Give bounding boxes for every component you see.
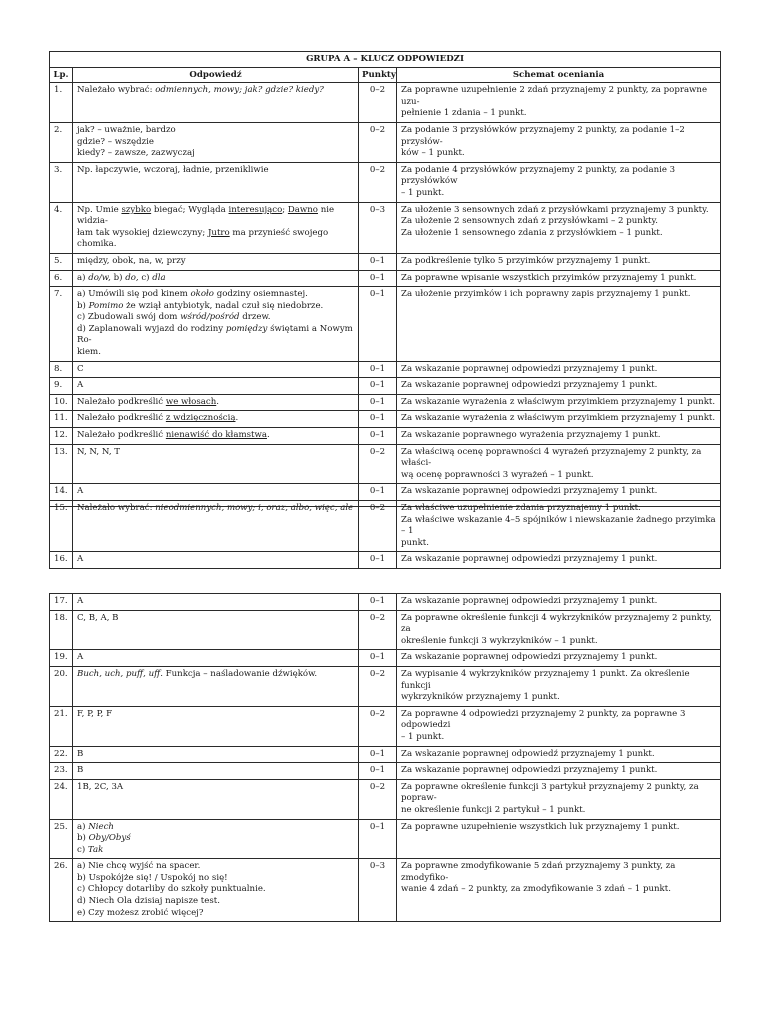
row-scheme: [397, 819, 721, 859]
row-scheme: [397, 378, 721, 395]
scheme-line: Za wskazanie poprawnej odpowiedzi przyznajemy 1 punkt.: [401, 765, 658, 776]
table-row: [50, 122, 721, 162]
answer-line: [77, 596, 354, 608]
table-row: [50, 83, 721, 123]
table-row: [50, 594, 721, 611]
answer-text: b): [77, 833, 89, 844]
scheme-line: Za ułożenie 1 sensownego zdania z przysłówkiem – 1 punkt.: [401, 227, 663, 238]
answer-line: [77, 782, 354, 794]
answer-line: [77, 908, 354, 920]
answer-line: [77, 822, 354, 834]
answer-line: [77, 669, 354, 681]
table-row: [50, 610, 721, 650]
row-number: 5.: [50, 253, 73, 270]
answer-text: A: [77, 652, 84, 663]
answer-text: c) Chłopcy dotarliby do szkoły punktualnie.: [77, 884, 266, 895]
scheme-line: Za ułożenie 3 sensownych zdań z przysłówkami przyznajemy 3 punkty.: [401, 204, 709, 215]
scheme-line: – 1 punkt.: [401, 187, 445, 198]
row-points: 0–2: [359, 610, 397, 650]
answer-text: 1B, 2C, 3A: [77, 781, 124, 792]
row-scheme: [397, 859, 721, 922]
answer-text: b): [110, 272, 126, 283]
table-body-top: [50, 83, 721, 569]
row-number: 12.: [50, 428, 73, 445]
scheme-line: Za wskazanie poprawnej odpowiedź przyznajemy 1 punkt.: [401, 748, 655, 759]
row-points: 0–1: [359, 270, 397, 287]
answer-text: a) Umówili się pod kinem: [77, 289, 191, 300]
table-row: [50, 378, 721, 395]
table-row: [50, 819, 721, 859]
table-row: [50, 706, 721, 746]
answer-text: d) Niech Ola dzisiaj napisze test.: [77, 896, 220, 907]
scheme-line: pełnienie 1 zdania – 1 punkt.: [401, 108, 527, 119]
answer-line: [77, 125, 354, 137]
row-scheme: [397, 361, 721, 378]
scheme-line: Za ułożenie 2 sensownych zdań z przysłówkami – 2 punkty.: [401, 216, 658, 227]
table-row: [50, 666, 721, 706]
header-lp: Lp.: [50, 67, 73, 83]
answer-text: .: [216, 396, 219, 407]
answer-text: C, B, A, B: [77, 612, 119, 623]
scheme-line: Za podanie 4 przysłówków przyznajemy 2 punkty, za podanie 3 przysłówków: [401, 164, 676, 187]
row-scheme: [397, 162, 721, 202]
answer-line: [77, 845, 354, 857]
scheme-line: Za poprawne określenie funkcji 4 wykrzykników przyznajemy 2 punkty, za: [401, 612, 712, 635]
row-scheme: [397, 706, 721, 746]
row-scheme: [397, 610, 721, 650]
row-number: 23.: [50, 763, 73, 780]
italic-text: dla: [152, 272, 166, 283]
italic-text: nieodmiennych, mowy; i, oraz, albo, więc, ale: [155, 503, 354, 513]
answer-text: Funkcja – naśladowanie dźwięków.: [162, 668, 318, 679]
answer-line: [77, 709, 354, 721]
row-answer: [73, 666, 359, 706]
scheme-line: Za podkreślenie tylko 5 przyimków przyznajemy 1 punkt.: [401, 255, 651, 266]
row-number: 22.: [50, 746, 73, 763]
row-number: 13.: [50, 444, 73, 484]
answer-text: A: [77, 554, 84, 565]
row-scheme: [397, 394, 721, 411]
answer-line: [77, 273, 354, 285]
row-scheme: [397, 253, 721, 270]
scheme-line: Za ułożenie przyimków i ich poprawny zapis przyznajemy 1 punkt.: [401, 289, 691, 300]
row-number: 17.: [50, 594, 73, 611]
answer-line: [77, 228, 354, 251]
row-points: 0–2: [359, 122, 397, 162]
row-answer: [73, 706, 359, 746]
row-points: 0–1: [359, 746, 397, 763]
scheme-line: Za wskazanie poprawnej odpowiedzi przyznajemy 1 punkt.: [401, 486, 658, 497]
table-row: [50, 428, 721, 445]
row-scheme: [397, 746, 721, 763]
answer-text: a): [77, 272, 89, 283]
row-points: 0–1: [359, 819, 397, 859]
answer-text: c): [138, 272, 153, 283]
row-number: 14.: [50, 484, 73, 501]
answer-text: .: [266, 430, 270, 441]
answer-line: [77, 884, 354, 896]
row-points: 0–1: [359, 650, 397, 667]
answer-key-table-bottom: [49, 593, 721, 922]
row-answer: [73, 650, 359, 667]
table-row: [50, 779, 721, 819]
italic-text: pomiędzy: [225, 323, 268, 334]
row-points: 0–2: [359, 501, 397, 552]
table-row: [50, 411, 721, 428]
row-number: 21.: [50, 706, 73, 746]
row-answer: [73, 819, 359, 859]
answer-text: biegać; Wygląda: [151, 204, 229, 215]
answer-text: c) Zbudowali swój dom: [77, 312, 181, 323]
answer-text: Należało podkreślić: [77, 396, 166, 407]
row-scheme: [397, 552, 721, 569]
row-answer: [73, 763, 359, 780]
answer-text: Należało wybrać:: [77, 503, 156, 513]
row-points: 0–1: [359, 484, 397, 501]
italic-text: około: [190, 289, 214, 300]
table-title: GRUPA A – KLUCZ ODPOWIEDZI: [50, 52, 721, 68]
row-scheme: [397, 411, 721, 428]
answer-line: [77, 301, 354, 313]
row-number: 3.: [50, 162, 73, 202]
answer-text: Należało wybrać:: [77, 85, 156, 96]
header-points: Punkty: [359, 67, 397, 83]
answer-text: C: [77, 363, 84, 374]
italic-text: Niech: [88, 821, 114, 832]
row-number: 25.: [50, 819, 73, 859]
scheme-line: Za poprawne zmodyfikowanie 5 zdań przyznajemy 3 punkty, za zmodyfiko-: [401, 861, 676, 883]
row-answer: [73, 361, 359, 378]
row-points: 0–1: [359, 394, 397, 411]
answer-line: [77, 289, 354, 301]
answer-text: łam tak wysokiej dziewczyny;: [77, 227, 208, 238]
scheme-line: wą ocenę poprawności 3 wyrażeń – 1 punkt.: [401, 469, 594, 480]
row-number: 20.: [50, 666, 73, 706]
scheme-line: Za poprawne 4 odpowiedzi przyznajemy 2 punkty, za poprawne 3 odpowiedzi: [401, 708, 686, 731]
answer-line: [77, 652, 354, 664]
row-scheme: [397, 763, 721, 780]
italic-text: wśród/pośród: [180, 312, 240, 323]
italic-text: Oby/Obyś: [88, 833, 131, 844]
row-answer: [73, 746, 359, 763]
row-points: 0–2: [359, 779, 397, 819]
answer-line: [77, 256, 354, 268]
scheme-line: Za wskazanie wyrażenia z właściwym przyimkiem przyznajemy 1 punkt.: [401, 413, 716, 424]
italic-text: Tak: [87, 844, 104, 855]
scheme-line: Za wskazanie wyrażenia z właściwym przyimkiem przyznajemy 1 punkt.: [401, 396, 716, 407]
scheme-line: Za właściwe wskazanie 4–5 spójników i niewskazanie żadnego przyimka – 1: [401, 514, 716, 537]
answer-text: Należało podkreślić: [77, 430, 166, 441]
answer-text: kiedy? – zawsze, zazwyczaj: [77, 148, 195, 159]
italic-text: do,: [125, 272, 139, 283]
row-answer: [73, 610, 359, 650]
answer-line: [77, 397, 354, 409]
row-answer: [73, 859, 359, 922]
row-points: 0–3: [359, 202, 397, 253]
row-number: 24.: [50, 779, 73, 819]
answer-text: d) Zaplanowali wyjazd do rodziny: [77, 323, 226, 334]
answer-line: [77, 873, 354, 885]
answer-text: b): [77, 300, 89, 311]
table-row: [50, 394, 721, 411]
answer-line: [77, 861, 354, 873]
italic-text: odmiennych, mowy; jak? gdzie? kiedy?: [155, 85, 324, 96]
row-scheme: [397, 444, 721, 484]
row-points: 0–2: [359, 162, 397, 202]
scheme-line: Za wskazanie poprawnej odpowiedzi przyznajemy 1 punkt.: [401, 652, 658, 663]
scheme-line: Za poprawne określenie funkcji 3 partykuł przyznajemy 2 punkty, za popraw-: [401, 781, 699, 804]
scheme-line: Za wskazanie poprawnej odpowiedzi przyznajemy 1 punkt.: [401, 554, 658, 565]
answer-line: [77, 749, 354, 761]
italic-text: Pomimo: [88, 300, 124, 311]
answer-text: c): [77, 844, 88, 855]
underlined-text: szybko: [121, 204, 152, 215]
answer-line: [77, 380, 354, 392]
answer-text: N, N, N, T: [77, 446, 121, 457]
underlined-text: Jutro: [207, 227, 230, 238]
answer-text: że wziął antybiotyk, nadal czuł się niedobrze.: [123, 300, 324, 311]
row-number: 11.: [50, 411, 73, 428]
row-answer: [73, 202, 359, 253]
row-points: 0–1: [359, 411, 397, 428]
table-row: [50, 162, 721, 202]
row-number: 9.: [50, 378, 73, 395]
row-answer: [73, 411, 359, 428]
underlined-text: interesująco: [228, 204, 283, 215]
scheme-line: ków – 1 punkt.: [401, 148, 465, 159]
underlined-text: Dawno: [287, 204, 318, 215]
answer-text: kiem.: [77, 347, 101, 358]
answer-text: .: [235, 413, 239, 424]
answer-text: A: [77, 596, 84, 606]
row-scheme: [397, 83, 721, 123]
scheme-line: ne określenie funkcji 2 partykuł – 1 punkt.: [401, 804, 586, 815]
scheme-line: Za podanie 3 przysłówków przyznajemy 2 punkty, za podanie 1–2 przysłów-: [401, 124, 685, 147]
row-scheme: [397, 428, 721, 445]
answer-line: [77, 554, 354, 566]
table-row: [50, 444, 721, 484]
row-answer: [73, 594, 359, 611]
answer-text: A: [77, 486, 84, 497]
answer-line: [77, 85, 354, 97]
row-number: 4.: [50, 202, 73, 253]
row-scheme: [397, 287, 721, 362]
scheme-line: Za wskazanie poprawnej odpowiedzi przyznajemy 1 punkt.: [401, 596, 658, 606]
answer-line: [77, 137, 354, 149]
scheme-line: Za poprawne wpisanie wszystkich przyimków przyznajemy 1 punkt.: [401, 272, 697, 283]
answer-line: [77, 833, 354, 845]
answer-text: jak? – uważnie, bardzo: [77, 124, 176, 135]
answer-line: [77, 896, 354, 908]
answer-text: Np. Umie: [77, 204, 122, 215]
row-scheme: [397, 650, 721, 667]
answer-text: świętami a Nowym Ro-: [77, 323, 353, 346]
row-points: 0–2: [359, 444, 397, 484]
row-answer: [73, 162, 359, 202]
scheme-line: – 1 punkt.: [401, 731, 445, 742]
scheme-line: Za poprawne uzupełnienie 2 zdań przyznajemy 2 punkty, za poprawne uzu-: [401, 85, 708, 107]
table-row: [50, 287, 721, 362]
answer-line: [77, 165, 354, 177]
row-number: 7.: [50, 287, 73, 362]
row-answer: [73, 501, 359, 552]
row-points: 0–1: [359, 594, 397, 611]
row-scheme: [397, 484, 721, 501]
answer-line: [77, 613, 354, 625]
row-answer: [73, 378, 359, 395]
row-answer: [73, 444, 359, 484]
answer-line: [77, 312, 354, 324]
answer-text: e) Czy możesz zrobić więcej?: [77, 907, 204, 918]
scheme-line: Za wskazanie poprawnej odpowiedzi przyznajemy 1 punkt.: [401, 380, 658, 391]
row-points: 0–1: [359, 763, 397, 780]
scheme-line: wykrzykników przyznajemy 1 punkt.: [401, 692, 560, 703]
answer-line: [77, 324, 354, 347]
row-points: 0–1: [359, 287, 397, 362]
row-answer: [73, 484, 359, 501]
row-scheme: [397, 779, 721, 819]
row-points: 0–2: [359, 706, 397, 746]
row-number: 2.: [50, 122, 73, 162]
answer-line: [77, 413, 354, 425]
table-row: [50, 650, 721, 667]
answer-line: [77, 503, 354, 515]
answer-text: między, obok, na, w, przy: [77, 255, 186, 266]
table-row: [50, 484, 721, 501]
row-number: 26.: [50, 859, 73, 922]
row-number: 1.: [50, 83, 73, 123]
answer-text: ma przynieść swojego chomika.: [77, 227, 329, 250]
row-number: 19.: [50, 650, 73, 667]
scheme-line: Za poprawne uzupełnienie wszystkich luk przyznajemy 1 punkt.: [401, 821, 680, 832]
row-points: 0–1: [359, 552, 397, 569]
answer-text: Należało podkreślić: [77, 413, 166, 424]
table-row: [50, 746, 721, 763]
row-points: 0–1: [359, 253, 397, 270]
underlined-text: we włosach: [165, 396, 217, 407]
italic-text: Buch, uch, puff, uff.: [77, 668, 163, 679]
row-number: 8.: [50, 361, 73, 378]
row-answer: [73, 287, 359, 362]
row-number: 15.: [50, 501, 73, 552]
row-answer: [73, 394, 359, 411]
table-row: [50, 552, 721, 569]
row-scheme: [397, 270, 721, 287]
scheme-line: Za wypisanie 4 wykrzykników przyznajemy 1 punkt. Za określenie funkcji: [401, 668, 690, 691]
scheme-line: określenie funkcji 3 wykrzykników – 1 punkt.: [401, 635, 598, 646]
section-divider: [49, 506, 720, 507]
row-points: 0–1: [359, 361, 397, 378]
answer-text: F, P, P, F: [77, 708, 113, 719]
header-answer: Odpowiedź: [73, 67, 359, 83]
row-answer: [73, 122, 359, 162]
table-row: [50, 202, 721, 253]
table-row: [50, 361, 721, 378]
answer-text: A: [77, 380, 84, 391]
row-scheme: [397, 666, 721, 706]
row-answer: [73, 428, 359, 445]
row-scheme: [397, 122, 721, 162]
scheme-line: punkt.: [401, 537, 429, 548]
answer-text: gdzie? – wszędzie: [77, 136, 154, 147]
row-points: 0–3: [359, 859, 397, 922]
row-answer: [73, 779, 359, 819]
row-number: 6.: [50, 270, 73, 287]
answer-key-table-top: [49, 51, 721, 569]
row-points: 0–2: [359, 666, 397, 706]
answer-text: a) Nie chcę wyjść na spacer.: [77, 861, 201, 872]
answer-text: ;: [282, 204, 288, 215]
scheme-line: Za wskazanie poprawnej odpowiedzi przyznajemy 1 punkt.: [401, 363, 658, 374]
table-row: [50, 859, 721, 922]
answer-line: [77, 347, 354, 359]
row-answer: [73, 83, 359, 123]
table-row: [50, 253, 721, 270]
row-number: 18.: [50, 610, 73, 650]
row-scheme: [397, 501, 721, 552]
italic-text: do/w,: [88, 272, 111, 283]
answer-text: drzew.: [239, 312, 271, 323]
answer-line: [77, 205, 354, 228]
scheme-line: Za właściwą ocenę poprawności 4 wyrażeń przyznajemy 2 punkty, za właści-: [401, 446, 702, 469]
underlined-text: z wdzięcznością: [165, 413, 236, 424]
header-scheme: Schemat oceniania: [397, 67, 721, 83]
answer-text: b) Uspokójże się! / Uspokój no się!: [77, 872, 228, 883]
table-body-bottom: [50, 594, 721, 922]
row-points: 0–1: [359, 428, 397, 445]
row-points: 0–1: [359, 378, 397, 395]
row-scheme: [397, 594, 721, 611]
answer-text: B: [77, 765, 84, 776]
answer-line: [77, 765, 354, 777]
answer-line: [77, 486, 354, 498]
row-points: 0–2: [359, 83, 397, 123]
row-number: 16.: [50, 552, 73, 569]
scheme-line: Za wskazanie poprawnego wyrażenia przyznajemy 1 punkt.: [401, 430, 661, 441]
answer-line: [77, 430, 354, 442]
row-scheme: [397, 202, 721, 253]
underlined-text: nienawiść do kłamstwa: [165, 430, 267, 441]
row-answer: [73, 270, 359, 287]
row-number: 10.: [50, 394, 73, 411]
row-answer: [73, 552, 359, 569]
scheme-line: wanie 4 zdań – 2 punkty, za zmodyfikowanie 3 zdań – 1 punkt.: [401, 884, 671, 895]
answer-line: [77, 148, 354, 160]
scheme-line: Za właściwe uzupełnienie zdania przyznajemy 1 punkt.: [401, 503, 641, 513]
answer-text: godziny osiemnastej.: [213, 289, 308, 300]
table-row: [50, 763, 721, 780]
table-row: [50, 501, 721, 552]
answer-line: [77, 364, 354, 376]
answer-text: a): [77, 821, 89, 832]
table-row: [50, 270, 721, 287]
answer-text: B: [77, 748, 84, 759]
answer-line: [77, 447, 354, 459]
answer-text: nie widzia-: [77, 204, 335, 227]
answer-text: Np. łapczywie, wczoraj, ładnie, przenikliwie: [77, 164, 269, 175]
row-answer: [73, 253, 359, 270]
